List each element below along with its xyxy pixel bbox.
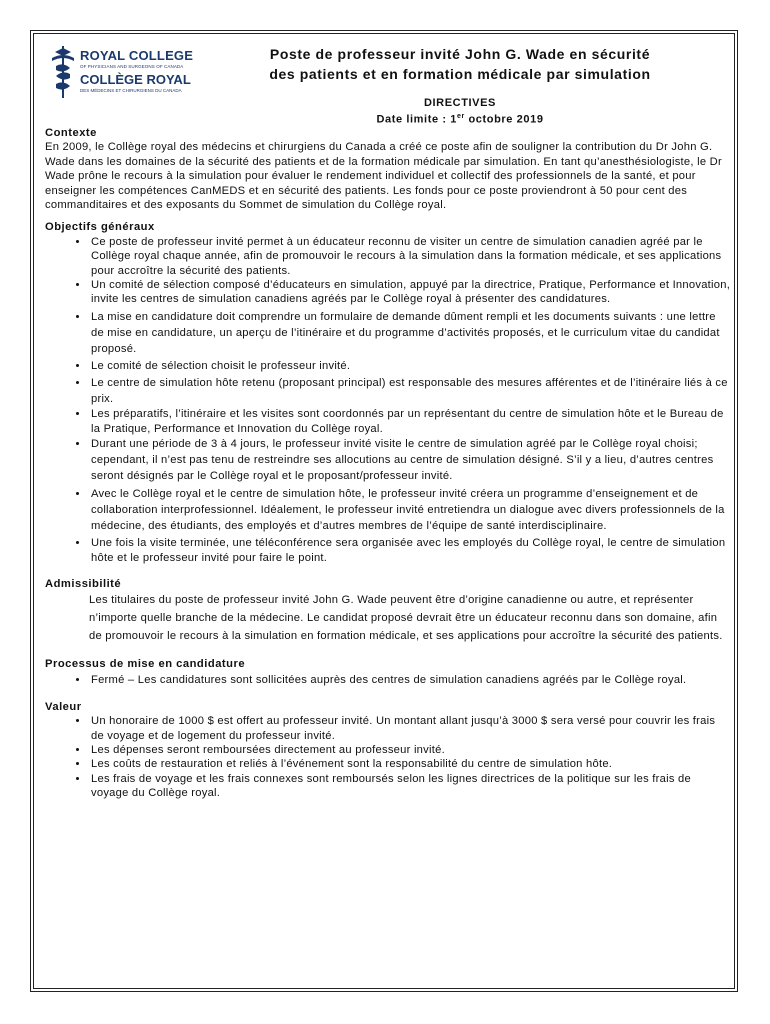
deadline (210, 110, 710, 127)
list-item: • Le centre de simulation hôte retenu (proposant principal) est responsable des mesures afférentes et de l’itinéraire liés à ce prix. (89, 375, 731, 407)
processus-list (45, 672, 731, 688)
section-heading-objectifs: Objectifs généraux (45, 221, 155, 234)
objectifs-list (45, 235, 731, 565)
list-item: • Les préparatifs, l’itinéraire et les visites sont coordonnés par un représentant du centre de simulation hôte et le Bureau de la Pratique, Performance et Innovation du Collège royal. (89, 407, 731, 436)
logo-french-name: COLLÈGE ROYAL (80, 72, 191, 87)
list-item: • Une fois la visite terminée, une téléconférence sera organisée avec les employés du Collège royal, le centre de simulation hôte et le professeur invité pour faire le point. (89, 536, 731, 565)
section-heading-admissibilite: Admissibilité (45, 577, 122, 590)
list-item: • Les dépenses seront remboursées directement au professeur invité. (89, 743, 731, 757)
directives-heading: DIRECTIVES (423, 97, 496, 109)
deadline-prefix: Date limite : 1 (376, 113, 457, 126)
logo-french-subtitle: DES MÉDECINS ET CHIRURGIENS DU CANADA (80, 88, 182, 93)
section-heading-contexte: Contexte (45, 127, 97, 139)
directives-block (210, 96, 710, 127)
list-item: • Ce poste de professeur invité permet à un éducateur reconnu de visiter un centre de simulation canadien agréé par le Collège royal chaque année, afin de promouvoir le recours à la simulation dans la formation médicale, et ses applications pour accroître la sécurité des patients. (89, 235, 731, 278)
logo-english-subtitle: OF PHYSICIANS AND SURGEONS OF CANADA (80, 64, 184, 69)
logo-english-name: ROYAL COLLEGE (80, 48, 194, 63)
deadline-superscript: er (456, 113, 465, 120)
caduceus-crest-icon (50, 44, 76, 100)
spacer (45, 565, 731, 577)
contexte-paragraph: En 2009, le Collège royal des médecins et chirurgiens du Canada a créé ce poste afin de souligner la contribution du Dr John G. Wade dans les domaines de la sécurité des patients et de la formation médicale par simulation. En tant qu’anesthésiologiste, le Dr Wade prône le recours à la simulation pour évaluer le rendement individuel et collectif des professionnels de la santé, et pour enseigner les compétences CanMEDS et en sécurité des patients. Les fonds pour ce poste proviendront à 50 pour cent des commanditaires et des exposants du Sommet de simulation du Collège royal. (45, 141, 722, 212)
list-item: • Les coûts de restauration et reliés à l’événement sont la responsabilité du centre de simulation hôte. (89, 757, 731, 771)
document-body (45, 126, 731, 801)
spacer (45, 212, 731, 220)
spacer (45, 645, 731, 657)
valeur-list (45, 714, 731, 800)
list-item: • Les frais de voyage et les frais connexes sont remboursés selon les lignes directrices de la politique sur les frais de voyage du Collège royal. (89, 772, 731, 801)
list-item: • La mise en candidature doit comprendre un formulaire de demande dûment rempli et les documents suivants : une lettre de mise en candidature, un aperçu de l’itinéraire et du programme d’activités proposés, et le curriculum vitae du candidat proposé. (89, 309, 731, 357)
royal-college-logo (50, 42, 200, 102)
list-item: • Durant une période de 3 à 4 jours, le professeur invité visite le centre de simulation agréé par le Collège royal choisi; cependant, il n’est pas tenu de restreindre ses allocutions au centre de simulation désigné. S’il y a lieu, d’autres centres seront désignés par le Collège royal et le proposant/professeur invité. (89, 436, 731, 484)
list-item: • Un honoraire de 1000 $ est offert au professeur invité. Un montant allant jusqu’à 3000 $ sera versé pour couvrir les frais de voyage et de logement du professeur invité. (89, 714, 731, 743)
admissibilite-paragraph: Les titulaires du poste de professeur invité John G. Wade peuvent être d’origine canadienne ou autre, et représenter n’importe quelle branche de la médecine. Le candidat proposé devrait être un éducateur reconnu dans son domaine, afin de promouvoir le recours à la simulation en formation médicale, et ses applications pour accroître la sécurité des patients. (89, 594, 723, 643)
list-item: • Un comité de sélection composé d’éducateurs en simulation, appuyé par la directrice, Pratique, Performance et Innovation, invite les centres de simulation canadiens agréés par le Collège royal à présenter des candidatures. (89, 278, 731, 307)
title-line-2: des patients et en formation médicale par simulation (269, 66, 651, 82)
document-title (210, 44, 710, 84)
section-heading-valeur: Valeur (45, 700, 82, 713)
list-item: • Fermé – Les candidatures sont sollicitées auprès des centres de simulation canadiens agréés par le Collège royal. (89, 672, 731, 688)
spacer (45, 688, 731, 700)
deadline-suffix: octobre 2019 (464, 113, 544, 126)
list-item: • Le comité de sélection choisit le professeur invité. (89, 359, 731, 373)
title-line-1: Poste de professeur invité John G. Wade en sécurité (269, 46, 651, 62)
section-heading-processus: Processus de mise en candidature (45, 658, 246, 671)
list-item: • Avec le Collège royal et le centre de simulation hôte, le professeur invité créera un programme d’enseignement et de collaboration interprofessionnel. Idéalement, le professeur invité entretiendra un dialogue avec divers professionnels de la médecine, des étudiants, des employés et d’autres membres de l’équipe de santé interdisciplinaire. (89, 486, 731, 534)
